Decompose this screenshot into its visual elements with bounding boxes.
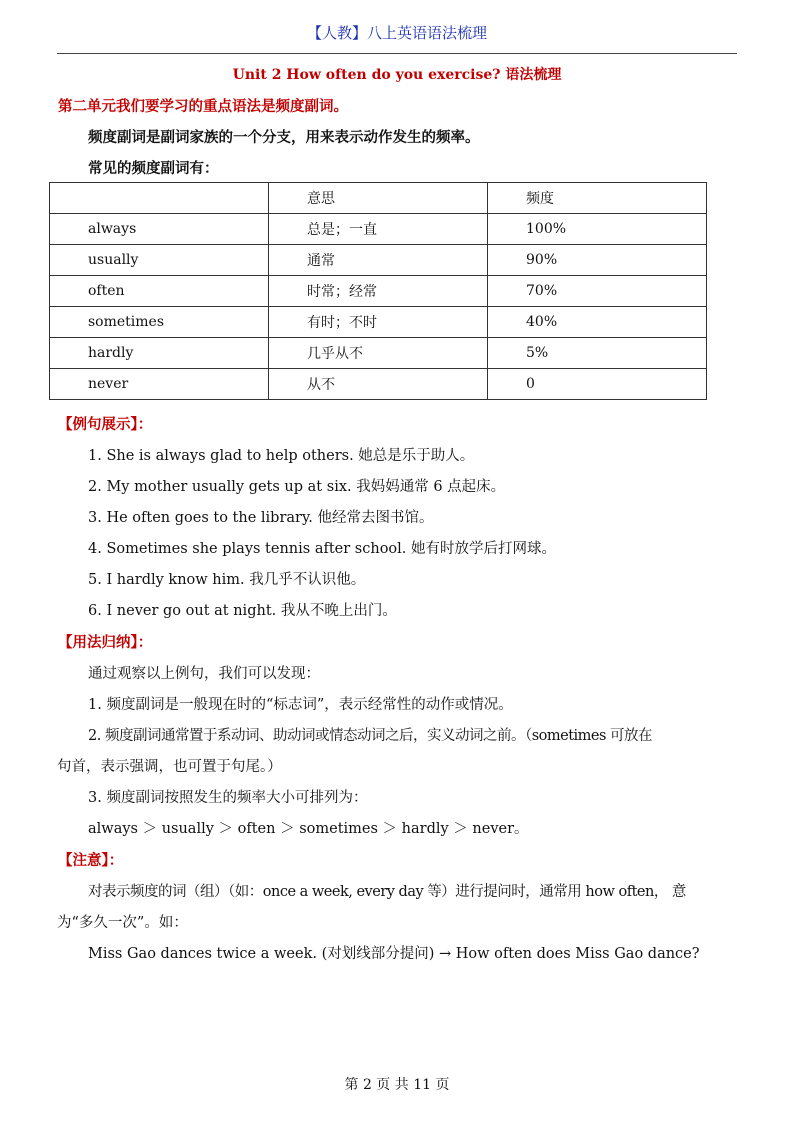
table-cell-adverb: sometimes: [50, 307, 269, 338]
table-cell-meaning: 通常: [269, 245, 488, 276]
intro-line-3: 常见的频度副词有：: [88, 160, 219, 177]
table-cell-adverb: usually: [50, 245, 269, 276]
frequency-order: always ＞ usually ＞ often ＞ sometimes ＞ hardly ＞ never。: [88, 821, 529, 837]
document-title: Unit 2 How often do you exercise? 语法梳理: [232, 67, 562, 83]
usage-point-1: 1. 频度副词是一般现在时的“标志词”，表示经常性的动作或情况。: [88, 697, 513, 713]
table-header-cell: 频度: [488, 183, 707, 214]
example-sentence: 1. She is always glad to help others. 她总是乐于助人。: [88, 448, 475, 464]
table-row: [50, 214, 707, 245]
example-sentence: 3. He often goes to the library. 他经常去图书馆。: [88, 510, 434, 526]
table-cell-frequency: 70%: [488, 276, 707, 307]
frequency-adverb-table: [49, 182, 707, 400]
table-cell-adverb: never: [50, 369, 269, 400]
usage-point-3: 3. 频度副词按照发生的频率大小可排列为：: [88, 790, 368, 806]
table-cell-adverb: often: [50, 276, 269, 307]
table-cell-meaning: 几乎从不: [269, 338, 488, 369]
examples-heading: 【例句展示】：: [58, 416, 153, 433]
table-cell-meaning: 从不: [269, 369, 488, 400]
usage-intro: 通过观察以上例句，我们可以发现：: [88, 666, 320, 682]
example-sentence: 4. Sometimes she plays tennis after school. 她有时放学后打网球。: [88, 541, 557, 557]
table-cell-adverb: hardly: [50, 338, 269, 369]
note-heading: 【注意】：: [58, 852, 124, 869]
table-header-row: [50, 183, 707, 214]
table-cell-frequency: 0: [488, 369, 707, 400]
intro-line-2: 频度副词是副词家族的一个分支，用来表示动作发生的频率。: [88, 129, 480, 146]
table-cell-meaning: 时常；经常: [269, 276, 488, 307]
table-cell-meaning: 总是；一直: [269, 214, 488, 245]
table-cell-frequency: 5%: [488, 338, 707, 369]
example-sentence: 6. I never go out at night. 我从不晚上出门。: [88, 603, 397, 619]
example-sentence: 5. I hardly know him. 我几乎不认识他。: [88, 572, 366, 588]
table-header-cell: 意思: [269, 183, 488, 214]
usage-heading: 【用法归纳】：: [58, 634, 153, 651]
table-row: [50, 307, 707, 338]
table-cell-adverb: always: [50, 214, 269, 245]
usage-point-2-continued: 句首，表示强调，也可置于句尾。）: [57, 759, 282, 775]
table-row: [50, 369, 707, 400]
table-row: [50, 338, 707, 369]
page-header: 【人教】八上英语语法梳理: [306, 24, 487, 42]
note-line-1: 对表示频度的词（组）（如：once a week, every day 等）进行提问时，通常用 how often， 意: [88, 884, 686, 900]
table-row: [50, 245, 707, 276]
note-example: Miss Gao dances twice a week. (对划线部分提问) → How often does Miss Gao dance?: [88, 946, 700, 962]
table-row: [50, 276, 707, 307]
note-line-2: 为“多久一次”。如：: [57, 915, 188, 931]
table-cell-frequency: 40%: [488, 307, 707, 338]
table-cell-meaning: 有时；不时: [269, 307, 488, 338]
table-cell-frequency: 90%: [488, 245, 707, 276]
page-number: 第 2 页 共 11 页: [344, 1077, 450, 1093]
intro-line-1: 第二单元我们要学习的重点语法是频度副词。: [58, 98, 348, 115]
example-sentence: 2. My mother usually gets up at six. 我妈妈通常 6 点起床。: [88, 479, 506, 495]
usage-point-2: 2. 频度副词通常置于系动词、助动词或情态动词之后，实义动词之前。（sometimes 可放在: [88, 728, 653, 744]
table-cell-frequency: 100%: [488, 214, 707, 245]
table-header-cell: [50, 183, 269, 214]
header-divider: [57, 53, 737, 54]
